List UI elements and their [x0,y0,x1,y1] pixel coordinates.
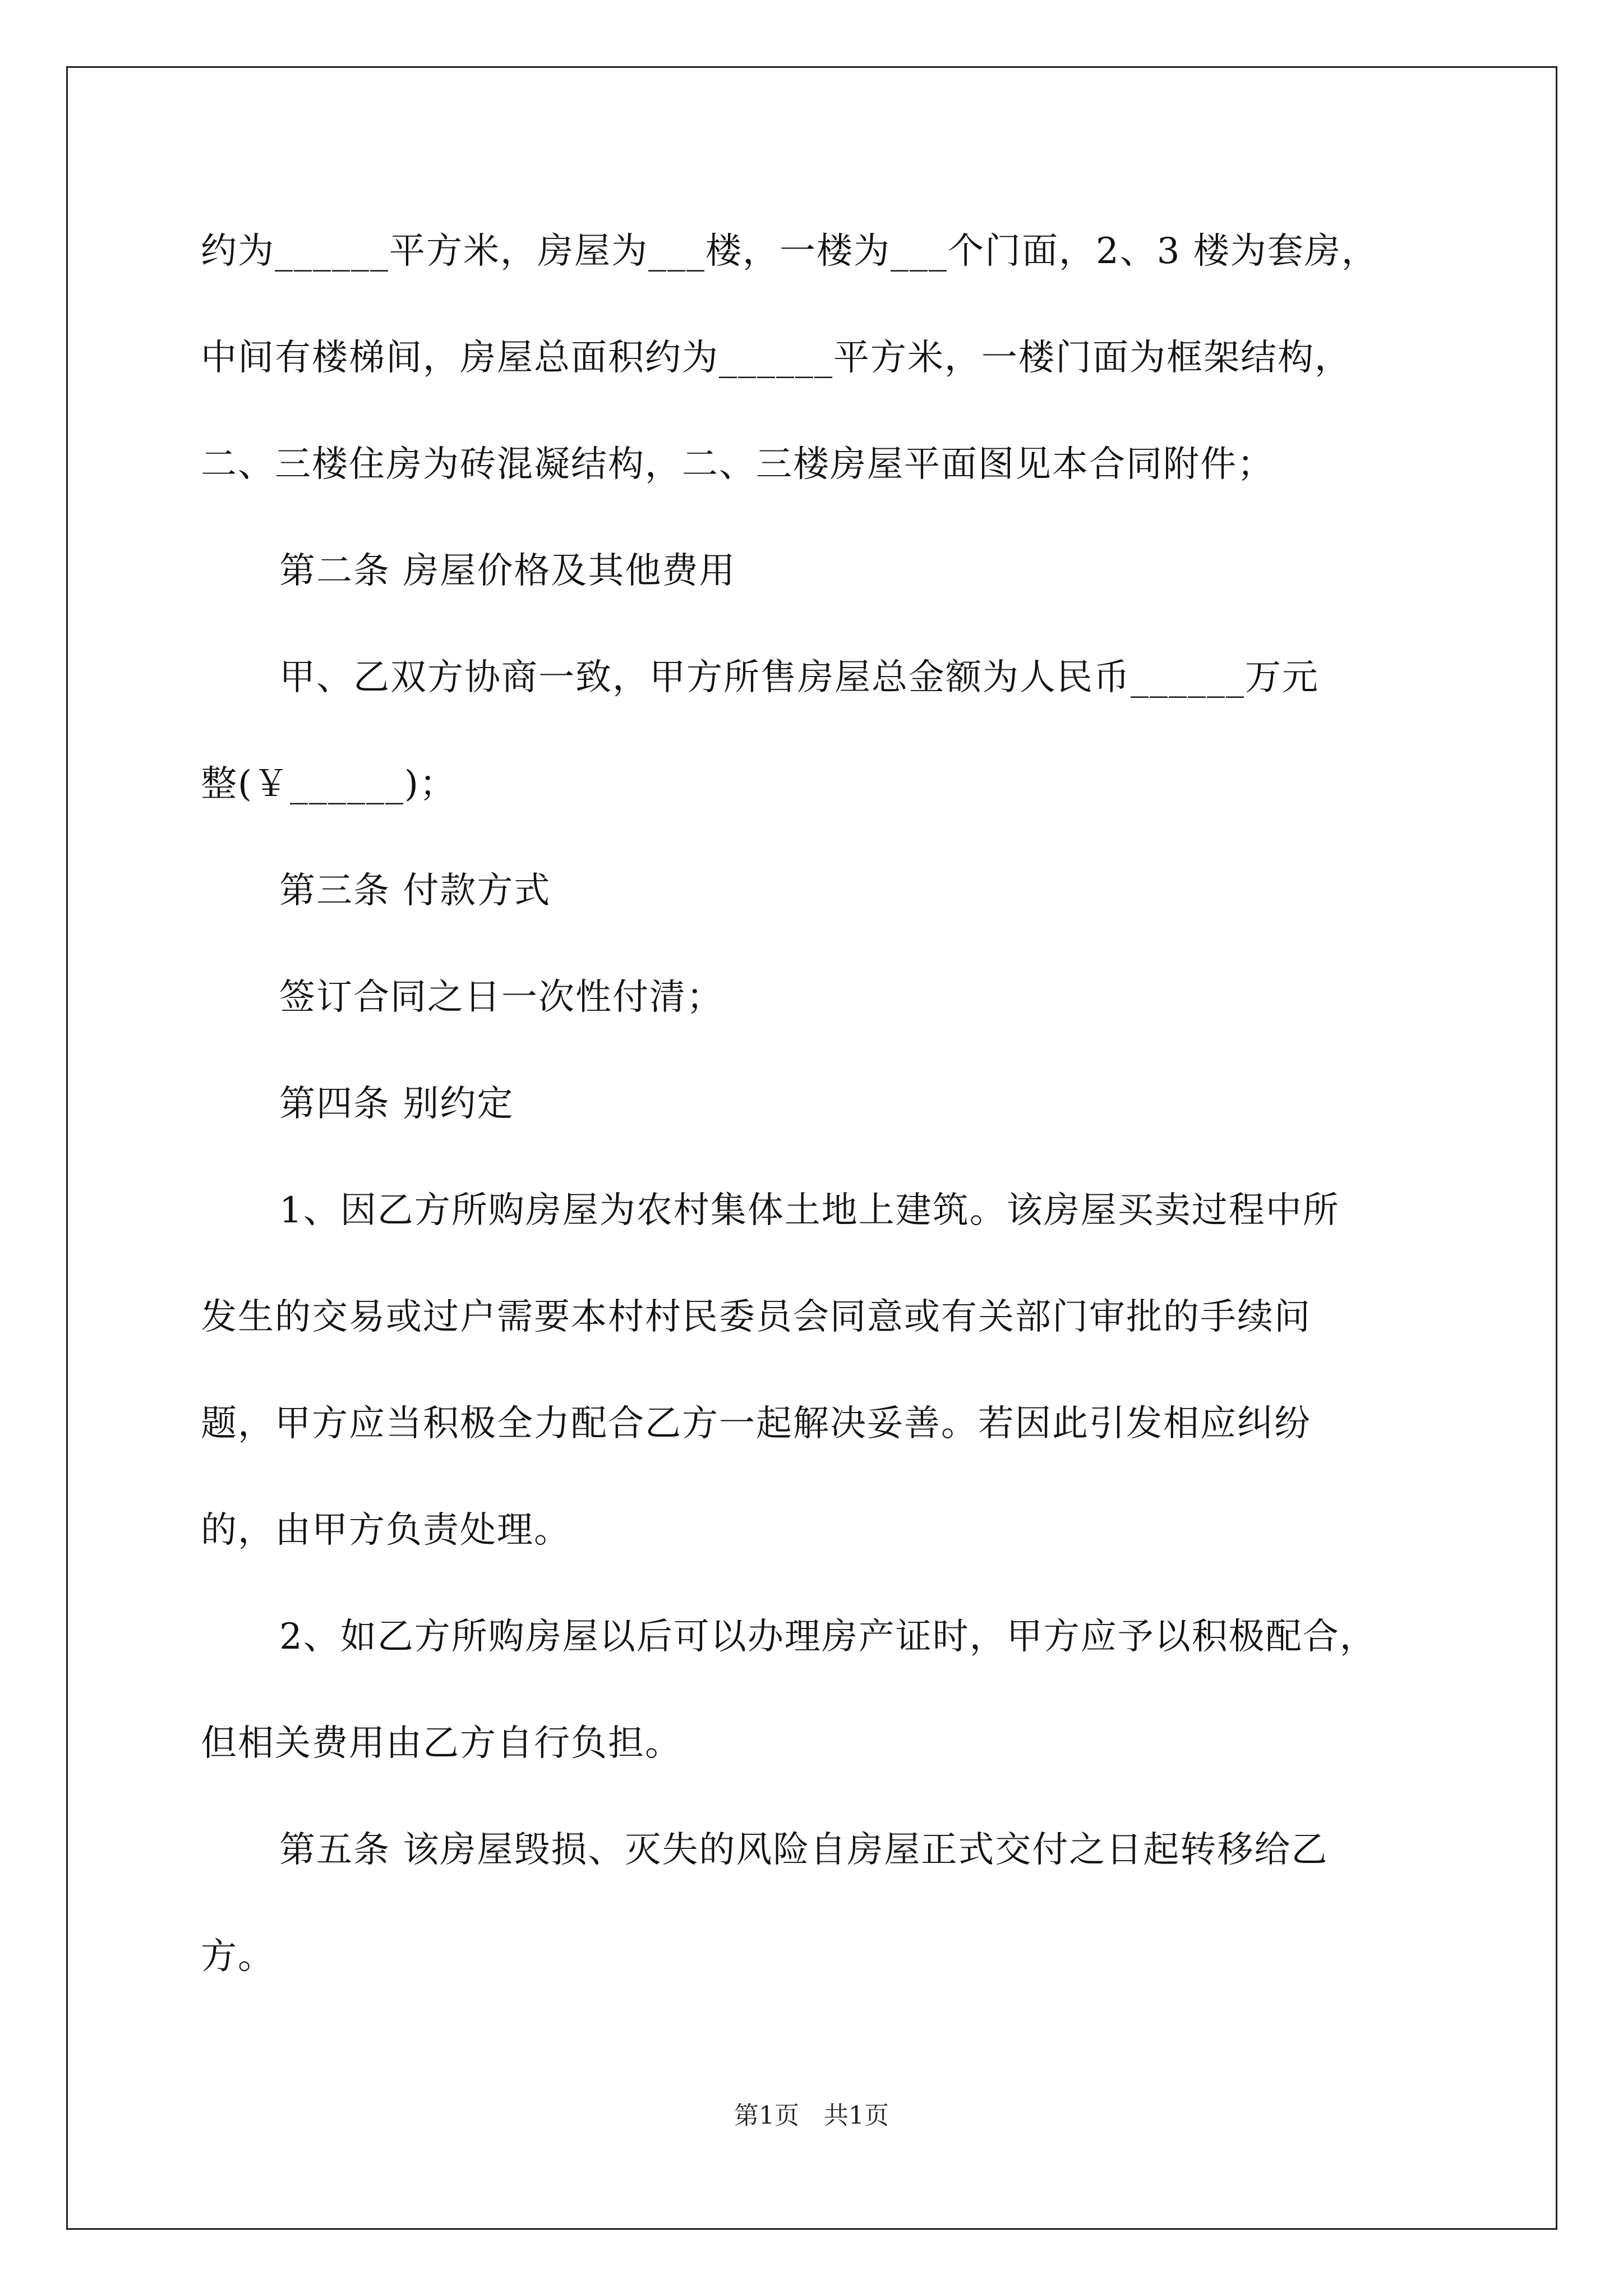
body-text-line: 的，由甲方负责处理。 [201,1510,571,1551]
body-text-line: 签订合同之日一次性付清； [279,977,723,1018]
body-text-line: 整(￥______)； [201,763,457,805]
section-heading: 第二条 房屋价格及其他费用 [279,550,736,592]
body-text-line: 方。 [201,1936,275,1977]
section-heading: 第四条 别约定 [279,1083,514,1125]
body-text-line: 中间有楼梯间，房屋总面积约为______平方米，一楼门面为框架结构， [201,337,1352,379]
body-text-line: 二、三楼住房为砖混凝结构，二、三楼房屋平面图见本合同附件； [201,444,1274,485]
body-text-line: 约为______平方米，房屋为___楼，一楼为___个门面，2、3 楼为套房， [201,231,1378,272]
body-text-line: 但相关费用由乙方自行负担。 [201,1723,682,1764]
page-footer: 第1页 共1页 [734,2101,889,2130]
section-heading: 第三条 付款方式 [279,870,551,912]
body-text-line: 2、如乙方所购房屋以后可以办理房产证时，甲方应予以积极配合， [279,1616,1377,1658]
page-border [66,66,1557,2230]
body-text-line: 发生的交易或过户需要本村村民委员会同意或有关部门审批的手续问 [201,1296,1311,1338]
section-heading: 第五条 该房屋毁损、灭失的风险自房屋正式交付之日起转移给乙 [279,1829,1329,1871]
body-text-line: 1、因乙方所购房屋为农村集体土地上建筑。该房屋买卖过程中所 [279,1190,1340,1231]
body-text-line: 题，甲方应当积极全力配合乙方一起解决妥善。若因此引发相应纠纷 [201,1403,1311,1444]
body-text-line: 甲、乙双方协商一致，甲方所售房屋总金额为人民币______万元 [279,657,1319,698]
